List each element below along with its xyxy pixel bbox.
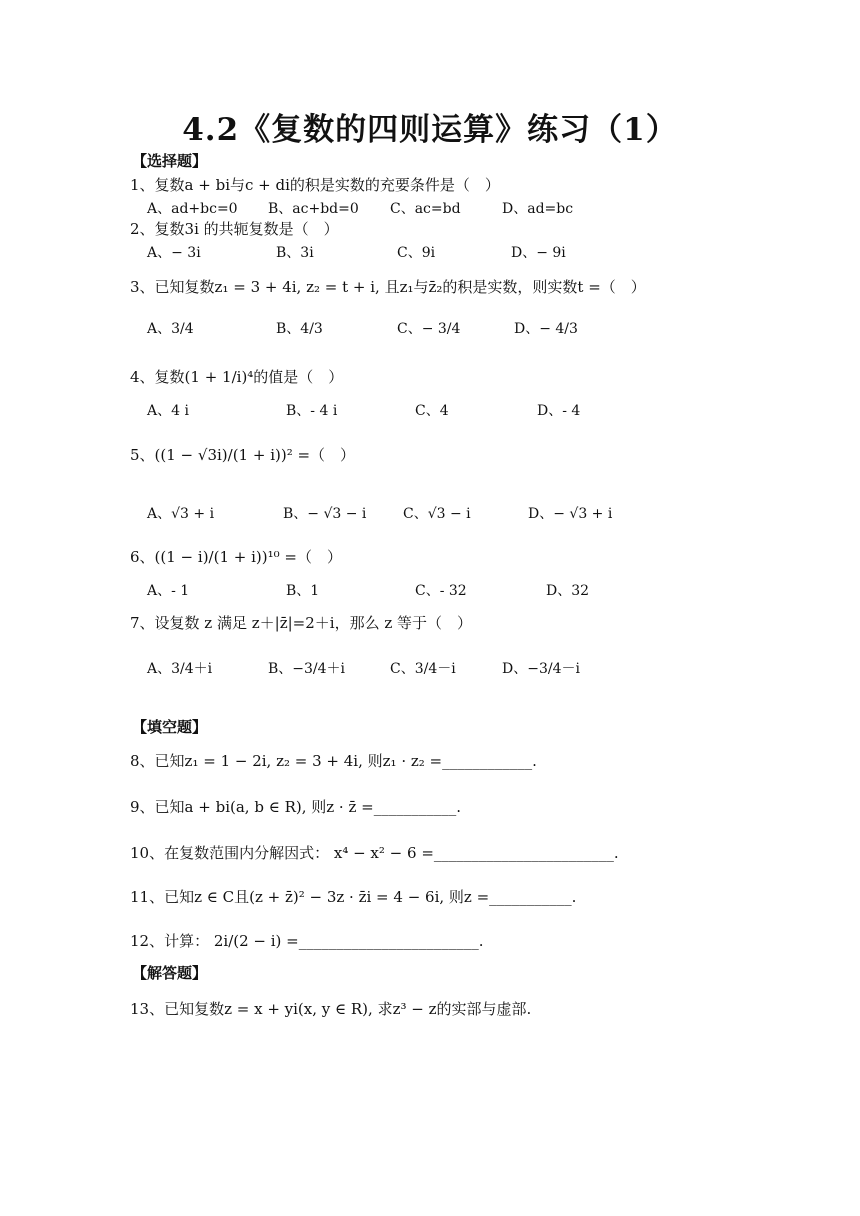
question-5-stem: 5、((1 − √3i)/(1 + i))² =（ ） (130, 446, 356, 464)
question-6-stem: 6、((1 − i)/(1 + i))¹⁰ =（ ） (130, 548, 342, 566)
question-11-stem: 11、已知z ∈ C且(z + z̄)² − 3z · z̄i = 4 − 6i, 则z =___________. (130, 888, 577, 906)
q4-option-d: D、- 4 (537, 403, 581, 419)
page-title: 4.2《复数的四则运算》练习（1） (182, 112, 678, 148)
q5-option-a: A、√3 + i (147, 506, 215, 522)
q7-option-a: A、3/4＋i (147, 661, 213, 677)
section-answer: 【解答题】 (132, 964, 208, 982)
q7-option-b: B、−3/4＋i (268, 661, 346, 677)
question-9-stem: 9、已知a + bi(a, b ∈ R), 则z · z̄ =___________. (130, 798, 461, 816)
question-3-stem: 3、已知复数z₁ = 3 + 4i, z₂ = t + i, 且z₁与z̄₂的积是实数，则实数t =（ ） (130, 278, 646, 296)
q5-option-b: B、− √3 − i (283, 506, 367, 522)
q1-option-c: C、ac=bd (390, 201, 461, 217)
q7-option-c: C、3/4－i (390, 661, 456, 677)
q7-option-d: D、−3/4－i (502, 661, 580, 677)
q5-option-c: C、√3 − i (403, 506, 471, 522)
q2-option-c: C、9i (397, 245, 436, 261)
q6-option-b: B、1 (286, 583, 320, 599)
q1-option-b: B、ac+bd=0 (268, 201, 359, 217)
question-4-stem: 4、复数(1 + 1/i)⁴的值是（ ） (130, 368, 344, 386)
question-13-stem: 13、已知复数z = x + yi(x, y ∈ R), 求z³ − z的实部与虚部. (130, 1000, 532, 1018)
q6-option-d: D、32 (546, 583, 590, 599)
q2-option-b: B、3i (276, 245, 314, 261)
question-8-stem: 8、已知z₁ = 1 − 2i, z₂ = 3 + 4i, 则z₁ · z₂ =____________. (130, 752, 537, 770)
q2-option-a: A、− 3i (147, 245, 201, 261)
q3-option-c: C、− 3/4 (397, 321, 461, 337)
section-choice: 【选择题】 (132, 152, 208, 170)
question-1-stem: 1、复数a + bi与c + di的积是实数的充要条件是（ ） (130, 176, 500, 194)
q6-option-c: C、- 32 (415, 583, 467, 599)
q3-option-b: B、4/3 (276, 321, 323, 337)
q4-option-a: A、4 i (147, 403, 189, 419)
q3-option-a: A、3/4 (147, 321, 194, 337)
question-1 (130, 174, 500, 195)
q6-option-a: A、- 1 (147, 583, 190, 599)
section-fill: 【填空题】 (132, 718, 208, 736)
question-2-stem: 2、复数3i 的共轭复数是（ ） (130, 220, 339, 238)
question-7-stem: 7、设复数 z 满足 z＋|z̄|=2＋i，那么 z 等于（ ） (130, 614, 473, 632)
q1-option-d: D、ad=bc (502, 201, 574, 217)
q2-option-d: D、− 9i (511, 245, 566, 261)
q4-option-c: C、4 (415, 403, 449, 419)
q4-option-b: B、- 4 i (286, 403, 338, 419)
q1-option-a: A、ad+bc=0 (147, 201, 238, 217)
q5-option-d: D、− √3 + i (528, 506, 613, 522)
question-12-stem: 12、计算： 2i/(2 − i) =________________________. (130, 932, 484, 950)
question-10-stem: 10、在复数范围内分解因式： x⁴ − x² − 6 =________________________. (130, 844, 619, 862)
q3-option-d: D、− 4/3 (514, 321, 578, 337)
